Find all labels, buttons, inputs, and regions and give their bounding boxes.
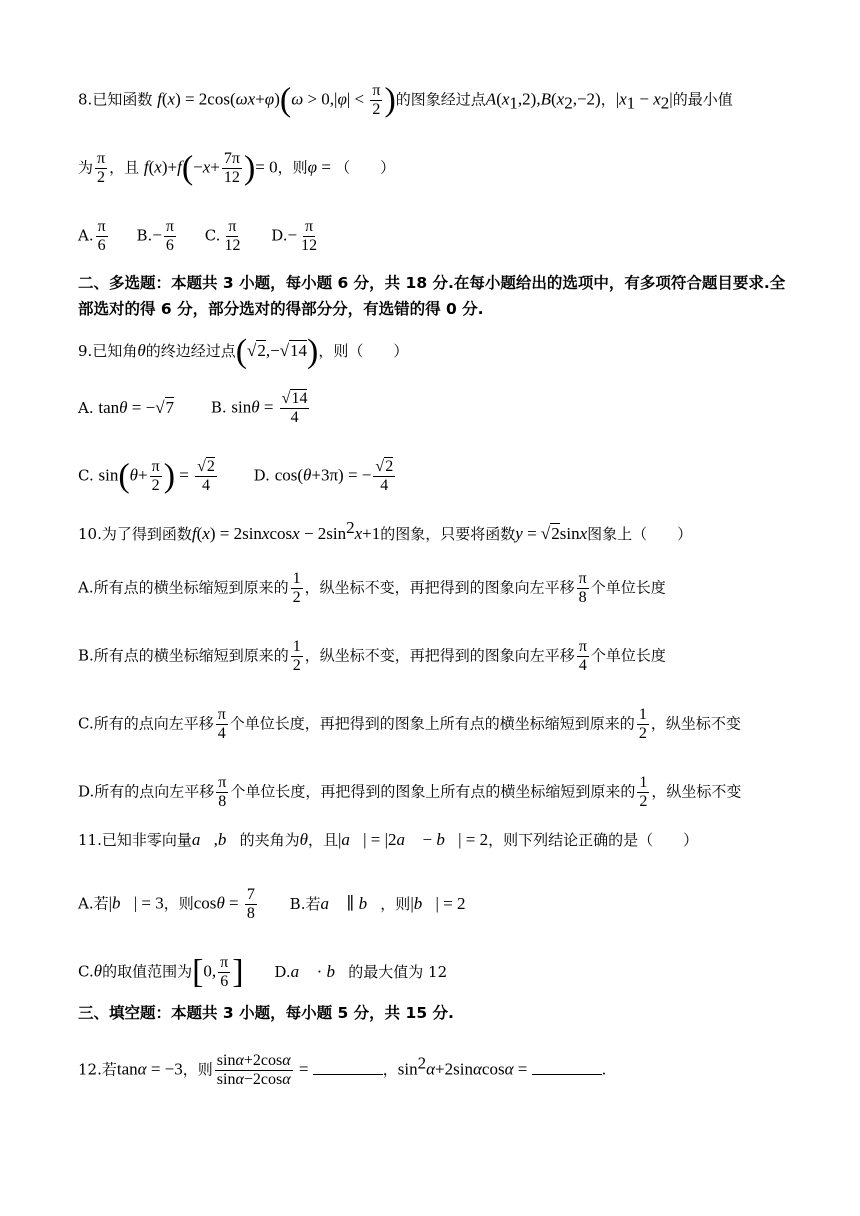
q8-option-a[interactable]: A. $\frac{\pi}{6}$ — [78, 218, 106, 254]
q11-stem: 11.已知非零向量a⃗,b⃗的夹角为θ，且|a⃗| = |2a⃗ − b⃗| = 2，则下列结论正确的是（ ） — [78, 830, 699, 849]
q10-option-b[interactable]: B.所有点的横坐标缩短到原来的 $\frac{1}{2}$ ，纵坐标不变，再把得到的图象向左平移 $\frac{\pi}{4}$ 个单位长度 — [78, 638, 666, 674]
q9-option-d[interactable]: D. cos(θ+3π) = − $\frac{√2}{4}$ — [253, 458, 394, 494]
q8-option-c[interactable]: C. $\frac{\pi}{12}$ — [204, 218, 241, 254]
q9-option-b[interactable]: B. sinθ = $\frac{√14}{4}$ — [210, 390, 308, 426]
q8-text-through: 的图象经过点 — [395, 90, 486, 109]
q11-options-cd — [78, 954, 790, 991]
q8-options — [78, 218, 790, 255]
q8-intro: 已知函数 — [92, 90, 153, 109]
q8-option-b[interactable]: B.− $\frac{\pi}{6}$ — [136, 218, 174, 254]
section-3-heading: 三、填空题：本题共 3 小题，每小题 5 分，共 15 分. — [78, 1004, 454, 1022]
q10-option-d[interactable]: D.所有的点向左平移 $\frac{\pi}{8}$ 个单位长度，再把得到的图象上所有点的横坐标缩短到原来的 $\frac{1}{2}$ ，纵坐标不变 — [78, 774, 742, 810]
q9-options-cd — [78, 458, 790, 495]
q8-number: 8. — [78, 90, 93, 109]
q10-stem: 10.为了得到函数f(x) = 2sinxcosx − $2\sin^2x+1$的图象，只要将函数y = √2sinx图象上（ ） — [78, 518, 693, 543]
section-2-heading: 二、多选题：本题共 3 小题，每小题 6 分，共 18 分.在每小题给出的选项中，有多项符合题目要求.全部选对的得 6 分，部分选对的得部分分，有选错的得 0 分. — [78, 274, 786, 318]
q8-line-1: 8.已知函数 f(x) = 2cos(ωx+φ)(ω > 0,|φ| < $\frac{\pi}{2}$ )的图象经过点$A(x_1,2),B(x_2,-2)$，$|x_1 - x_2|$的最小值 — [78, 81, 733, 119]
q8-line-2: 为 $\frac{\pi}{2}$ ，且 f(x)+f(−x+ $\frac{7\pi}{12}$ )= 0，则φ = （ ） — [78, 149, 396, 187]
q9-option-c[interactable]: C. sin(θ+ $\frac{\pi}{2}$ ) = $\frac{√2}{4}$ — [78, 457, 215, 495]
q9-stem: 9.已知角θ的终边经过点(√2,−√14)，则（ ） — [78, 333, 409, 370]
q8-option-d[interactable]: D.− $\frac{\pi}{12}$ — [271, 218, 318, 254]
q11-option-b[interactable]: B.若a⃗ ∥ b⃗，则|b⃗| = 2 — [289, 893, 466, 913]
q11-option-d[interactable]: D.a⃗ · b⃗的最大值为 12 — [274, 961, 448, 981]
q10-option-c[interactable]: C.所有的点向左平移 $\frac{\pi}{4}$ 个单位长度，再把得到的图象上所有点的横坐标缩短到原来的 $\frac{1}{2}$ ，纵坐标不变 — [78, 706, 741, 742]
q9-options-ab — [78, 390, 790, 427]
q11-option-a[interactable]: A.若|b⃗| = 3，则cosθ = $\frac{7}{8}$ — [78, 886, 255, 922]
q12-answer-blank-2[interactable] — [532, 1060, 602, 1075]
q9-option-a[interactable]: A. tanθ = −√7 — [78, 397, 175, 417]
q12-answer-blank-1[interactable] — [313, 1060, 383, 1075]
q11-options-ab — [78, 886, 790, 923]
q12-stem: 12.若tanα = −3，则 $\frac{\sin\alpha+2\cos\alpha}{\sin\alpha-2\cos\alpha}$ = ，$\sin^2\alpha+2\sin\alpha\cos\alpha$ = . — [78, 1052, 607, 1088]
q11-option-c[interactable]: C.θ的取值范围为[0, $\frac{\pi}{6}$ ] — [78, 953, 244, 991]
q10-option-a[interactable]: A.所有点的横坐标缩短到原来的 $\frac{1}{2}$ ，纵坐标不变，再把得到的图象向左平移 $\frac{\pi}{8}$ 个单位长度 — [78, 570, 666, 606]
q8-min-text: 的最小值 — [672, 90, 733, 109]
